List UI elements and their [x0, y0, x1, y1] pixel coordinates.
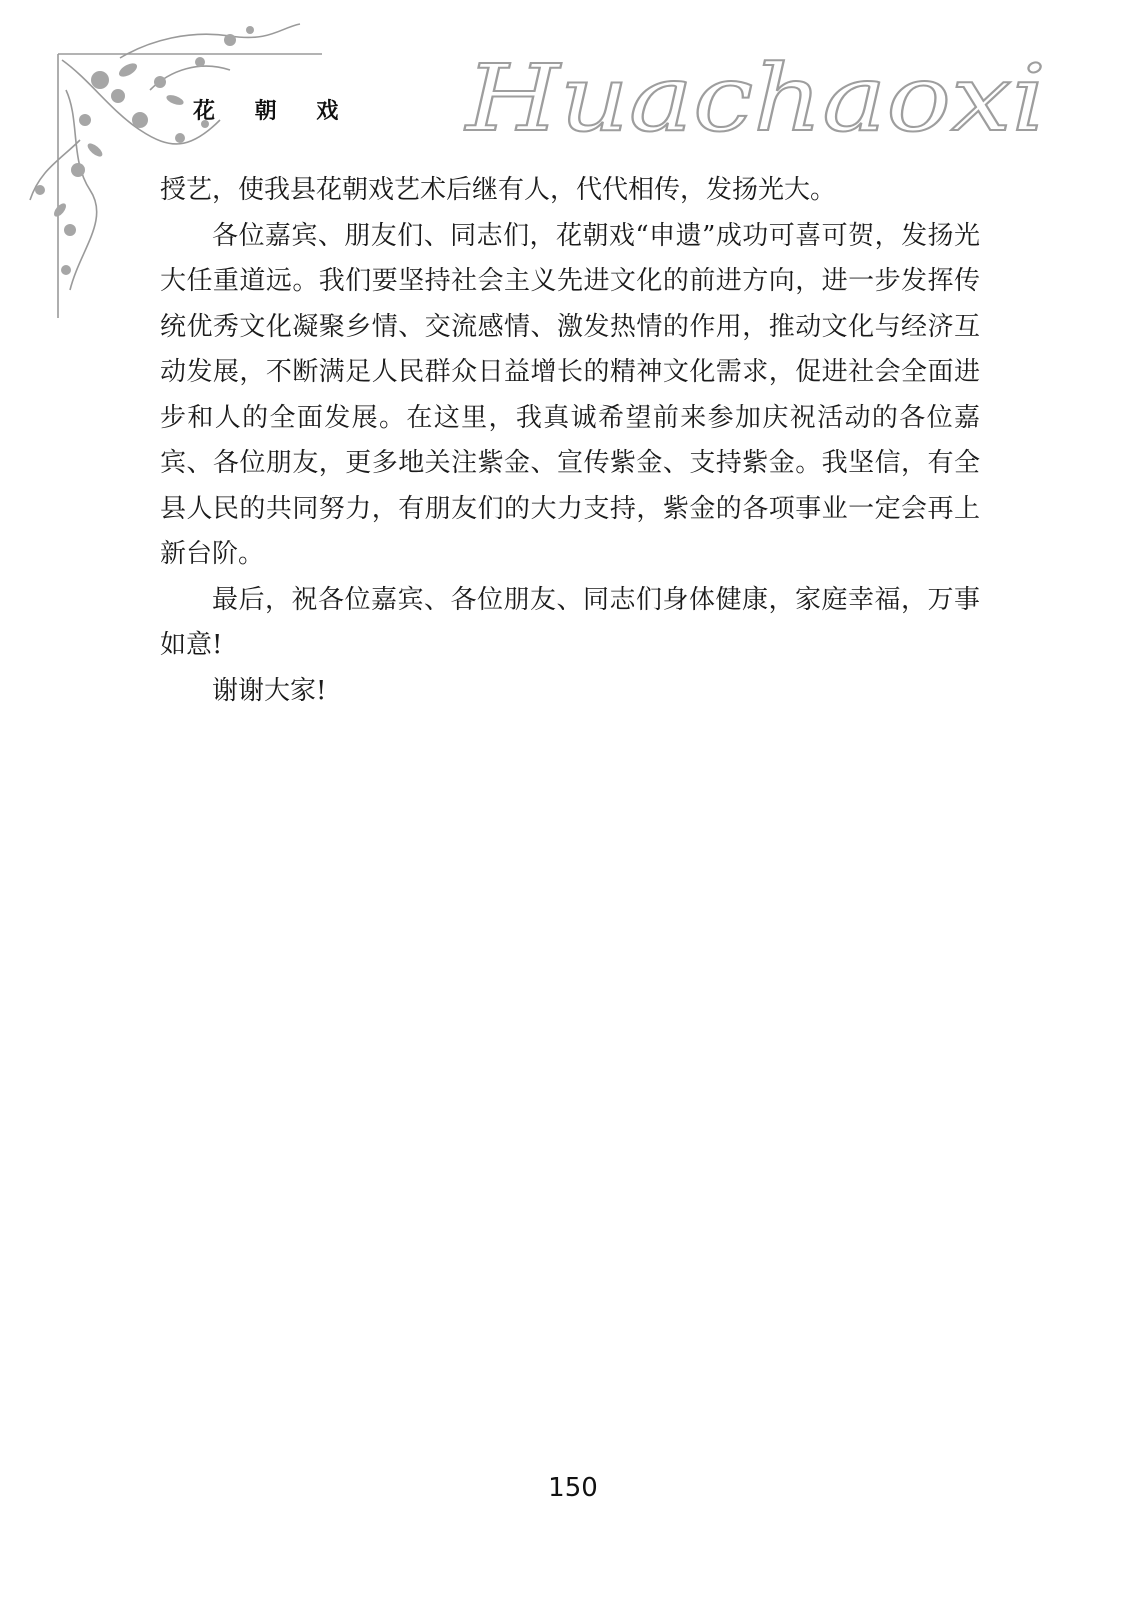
paragraph-2: 各位嘉宾、朋友们、同志们，花朝戏“申遗”成功可喜可贺，发扬光大任重道远。我们要坚持社会主义先进文化的前进方向，进一步发挥传统优秀文化凝聚乡情、交流感情、激发热情的作用，推动文化与经济互动发展，不断满足人民群众日益增长的精神文化需求，促进社会全面进步和人的全面发展。在这里，我真诚希望前来参加庆祝活动的各位嘉宾、各位朋友，更多地关注紫金、宣传紫金、支持紫金。我坚信，有全县人民的共同努力，有朋友们的大力支持，紫金的各项事业一定会再上新台阶。	[160, 220, 980, 569]
header-script-text: Huachaoxi	[463, 45, 1046, 152]
page-number: 150	[548, 1473, 598, 1503]
header-script-title	[462, 34, 1052, 154]
header-title: 花 朝 戏	[193, 99, 355, 124]
paragraph-1: 授艺，使我县花朝戏艺术后继有人，代代相传，发扬光大。	[160, 175, 837, 205]
paragraph-4: 谢谢大家!	[212, 675, 327, 706]
body-text	[160, 168, 980, 714]
paragraph-3: 最后，祝各位嘉宾、各位朋友、同志们身体健康，家庭幸福，万事如意!	[160, 584, 980, 660]
